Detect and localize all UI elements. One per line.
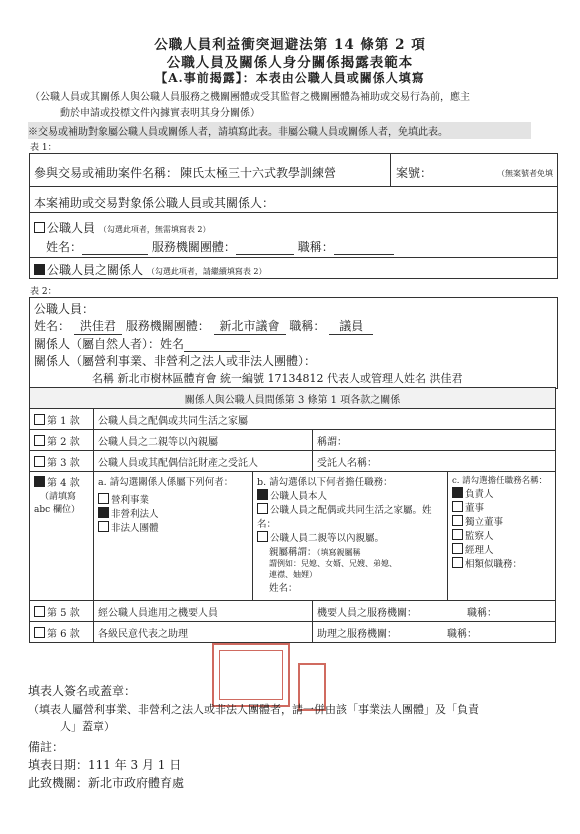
form-note-3: ※交易或補助對象屬公職人員或關係人者，請填寫此表。非屬公職人員或關係人者，免填此表。: [28, 122, 531, 139]
b-column: b. 請勾選係以下何者擔任職務： 公職人員本人 公職人員之配偶或共同生活之家屬。姓名： 公職人員二親等以內親屬。 親屬稱謂：（填寫親屬稱 謂例如：兒媳、女婿、兄嫂、弟媳、 連襟、妯娌） 姓名：: [253, 472, 448, 600]
form-note-2: 動於申請或投標文件內據實表明其身分關係）: [60, 108, 260, 119]
article-3[interactable]: 第 3 款: [30, 451, 94, 472]
a-column: a. 請勾選關係人係屬下列何者： 營利事業 非營利法人 非法人團體: [94, 472, 253, 600]
option-related[interactable]: 公職人員之關係人 （勾選此項者，請繼續填寫表 2）: [34, 261, 266, 278]
official-checkbox[interactable]: [34, 222, 45, 233]
form-note-1: （公職人員或其關係人與公職人員服務之機關團體或受其監督之機關團體為補助或交易行為前，應主: [30, 92, 470, 103]
article-5[interactable]: 第 5 款: [30, 601, 94, 622]
official-name-field[interactable]: [82, 240, 148, 255]
organization-seal: [212, 643, 290, 707]
official-fields: 姓名： 服務機關團體： 職稱：: [46, 238, 394, 255]
article-1-text: 公職人員之配偶或共同生活之家屬: [94, 409, 556, 430]
article-2-title[interactable]: 稱謂：: [313, 430, 556, 451]
official-name[interactable]: 洪佳君: [74, 317, 122, 335]
option-official[interactable]: 公職人員 （勾選此項者，無需填寫表 2）: [34, 219, 210, 236]
case-no-note: （無案號者免填: [497, 169, 553, 178]
official-label: 公職人員：: [34, 302, 95, 316]
case-no-label: 案號：: [396, 166, 433, 180]
article-6[interactable]: 第 6 款: [30, 622, 94, 643]
recipient-office: 此致機關：新北市政府體育處: [28, 776, 185, 790]
article-4-detail: [94, 472, 556, 601]
related-checkbox[interactable]: [34, 264, 45, 275]
official-org-field[interactable]: [236, 240, 294, 255]
form-subtitle: 【A.事前揭露】：本表由公職人員或關係人填寫: [155, 71, 425, 85]
official-title[interactable]: 議員: [329, 317, 373, 335]
related-org-label: 關係人（屬營利事業、非營利之法人或非法人團體）：: [34, 354, 317, 368]
article-2-text: 公職人員之二親等以內親屬: [94, 430, 313, 451]
article-5-service[interactable]: 機要人員之服務機關： 職稱：: [313, 601, 556, 622]
article-4[interactable]: 第 4 款 （請填寫 abc 欄位）: [30, 472, 94, 601]
signature-note-1: （填表人屬營利事業、非營利之法人或非法人團體者，請一併由該「事業法人團體」及「負責: [28, 703, 479, 716]
case-name-value[interactable]: 陳氏太極三十六式教學訓練營: [180, 166, 337, 180]
relationship-header: 關係人與公職人員間係第 3 條第 1 項各款之關係: [30, 388, 556, 409]
article-1[interactable]: 第 1 款: [30, 409, 94, 430]
signature-label[interactable]: 填表人簽名或蓋章：: [28, 684, 137, 698]
c-column: c. 請勾選擔任職務名稱： 負責人 董事 獨立董事 監察人 經理人 相類似職務：: [452, 476, 548, 570]
related-org-line[interactable]: 名稱 新北市樹林區體育會 統一編號 17134812 代表人或管理人姓名 洪佳君: [92, 372, 463, 385]
fill-date[interactable]: 填表日期：111 年 3 月 1 日: [28, 758, 182, 772]
article-5-text: 經公職人員進用之機要人員: [94, 601, 313, 622]
relationship-table: [29, 387, 556, 643]
case-name-label: 參與交易或補助案件名稱：: [34, 166, 179, 180]
table1-label: 表 1：: [30, 143, 57, 153]
article-3-trustee[interactable]: 受託人名稱：: [313, 451, 556, 472]
article-3-text: 公職人員或其配偶信託財產之受託人: [94, 451, 313, 472]
form-title: 公職人員及關係人身分關係揭露表範本: [166, 55, 414, 71]
official-info: 姓名： 洪佳君 服務機關團體： 新北市議會 職稱： 議員: [34, 317, 373, 335]
target-label: 本案補助或交易對象係公職人員或其關係人：: [34, 196, 275, 210]
related-person-label: 關係人（屬自然人者）：姓名: [34, 335, 250, 352]
article-6-service[interactable]: 助理之服務機關： 職稱：: [313, 622, 556, 643]
form-title-law: 公職人員利益衝突迴避法第 14 條第 2 項: [154, 37, 426, 53]
remarks-label: 備註：: [28, 740, 65, 754]
article-2[interactable]: 第 2 款: [30, 430, 94, 451]
related-person-field[interactable]: [184, 337, 250, 352]
official-org[interactable]: 新北市議會: [214, 317, 286, 335]
table2-label: 表 2：: [30, 287, 57, 297]
signature-note-2: 人」蓋章）: [60, 720, 115, 733]
article-6-text: 各級民意代表之助理: [94, 622, 313, 643]
official-title-field[interactable]: [334, 240, 394, 255]
